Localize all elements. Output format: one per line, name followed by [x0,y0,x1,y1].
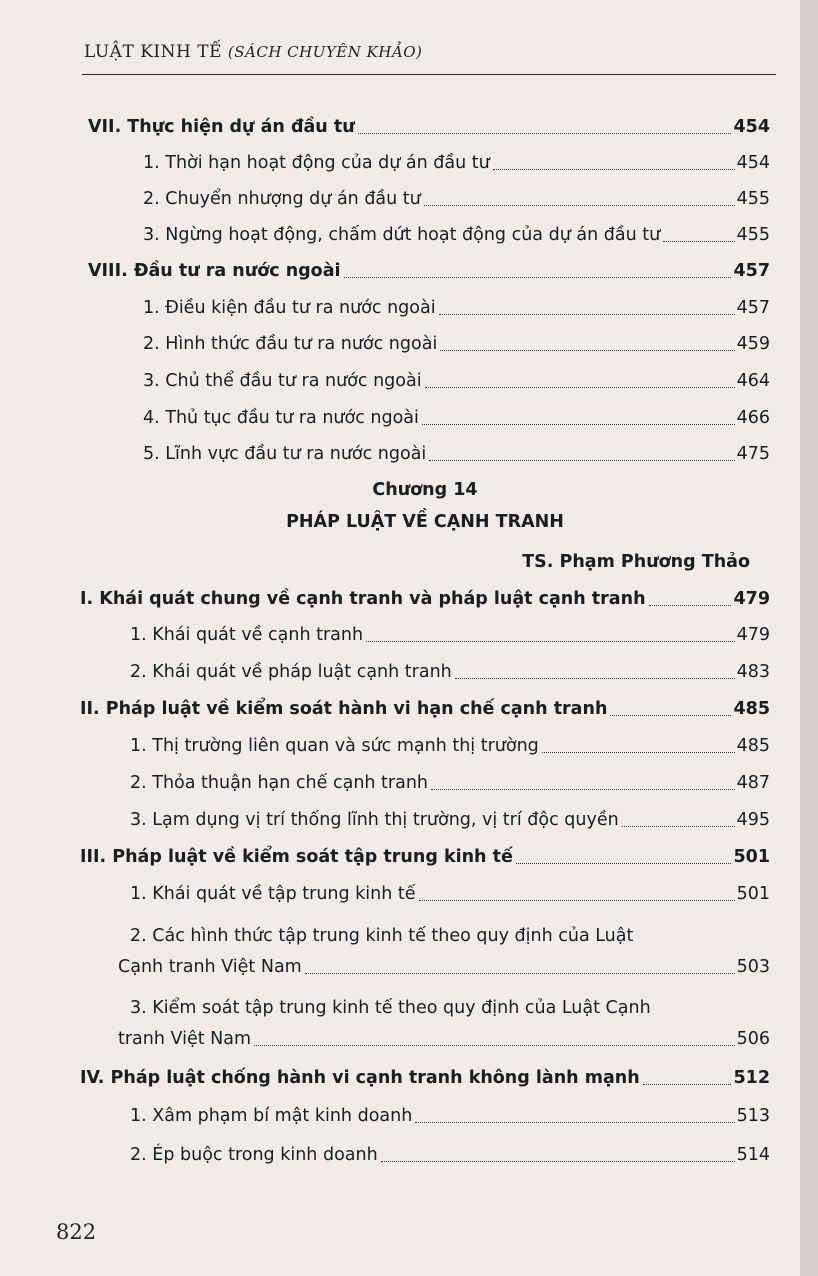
toc-section: VIII. Đầu tư ra nước ngoài 457 [88,261,770,281]
toc-entry: tranh Việt Nam 506 [118,1029,770,1049]
toc-entry: 2. Ép buộc trong kinh doanh 514 [130,1145,770,1165]
toc-entry: 4. Thủ tục đầu tư ra nước ngoài 466 [143,408,770,428]
toc-entry: 5. Lĩnh vực đầu tư ra nước ngoài 475 [143,444,770,464]
toc-entry: 3. Chủ thể đầu tư ra nước ngoài 464 [143,371,770,391]
toc-entry: 2. Hình thức đầu tư ra nước ngoài 459 [143,334,770,354]
toc-entry: Cạnh tranh Việt Nam 503 [118,957,770,977]
book-spine-edge [800,0,818,1276]
toc-section: I. Khái quát chung về cạnh tranh và pháp luật cạnh tranh 479 [80,589,770,609]
chapter-label: Chương 14 [372,480,478,500]
toc-section: II. Pháp luật về kiểm soát hành vi hạn chế cạnh tranh 485 [80,699,770,719]
toc-entry: 2. Khái quát về pháp luật cạnh tranh 483 [130,662,770,682]
toc-entry: 1. Điều kiện đầu tư ra nước ngoài 457 [143,298,770,318]
toc-entry-line1: 2. Các hình thức tập trung kinh tế theo quy định của Luật [130,926,634,946]
header-rule [82,74,776,75]
page-number: 822 [56,1220,97,1244]
toc-section: VII. Thực hiện dự án đầu tư 454 [88,117,770,137]
toc-entry-line1: 3. Kiểm soát tập trung kinh tế theo quy định của Luật Cạnh [130,998,651,1018]
toc-entry: 1. Thị trường liên quan và sức mạnh thị trường 485 [130,736,770,756]
toc-entry: 2. Thỏa thuận hạn chế cạnh tranh 487 [130,773,770,793]
toc-entry: 1. Khái quát về tập trung kinh tế 501 [130,884,770,904]
toc-entry: 3. Lạm dụng vị trí thống lĩnh thị trường, vị trí độc quyền 495 [130,810,770,830]
header-title: LUẬT KINH TẾ [84,42,222,62]
toc-entry: 1. Xâm phạm bí mật kinh doanh 513 [130,1106,770,1126]
toc-entry: 2. Chuyển nhượng dự án đầu tư 455 [143,189,770,209]
toc-entry: 1. Thời hạn hoạt động của dự án đầu tư 454 [143,153,770,173]
header-subtitle: (SÁCH CHUYÊN KHẢO) [227,43,423,61]
toc-entry: 3. Ngừng hoạt động, chấm dứt hoạt động của dự án đầu tư 455 [143,225,770,245]
running-header [84,42,422,62]
toc-section: IV. Pháp luật chống hành vi cạnh tranh không lành mạnh 512 [80,1068,770,1088]
chapter-title: PHÁP LUẬT VỀ CẠNH TRANH [286,512,564,532]
chapter-author: TS. Phạm Phương Thảo [522,552,750,572]
toc-section: III. Pháp luật về kiểm soát tập trung kinh tế 501 [80,847,770,867]
toc-entry: 1. Khái quát về cạnh tranh 479 [130,625,770,645]
